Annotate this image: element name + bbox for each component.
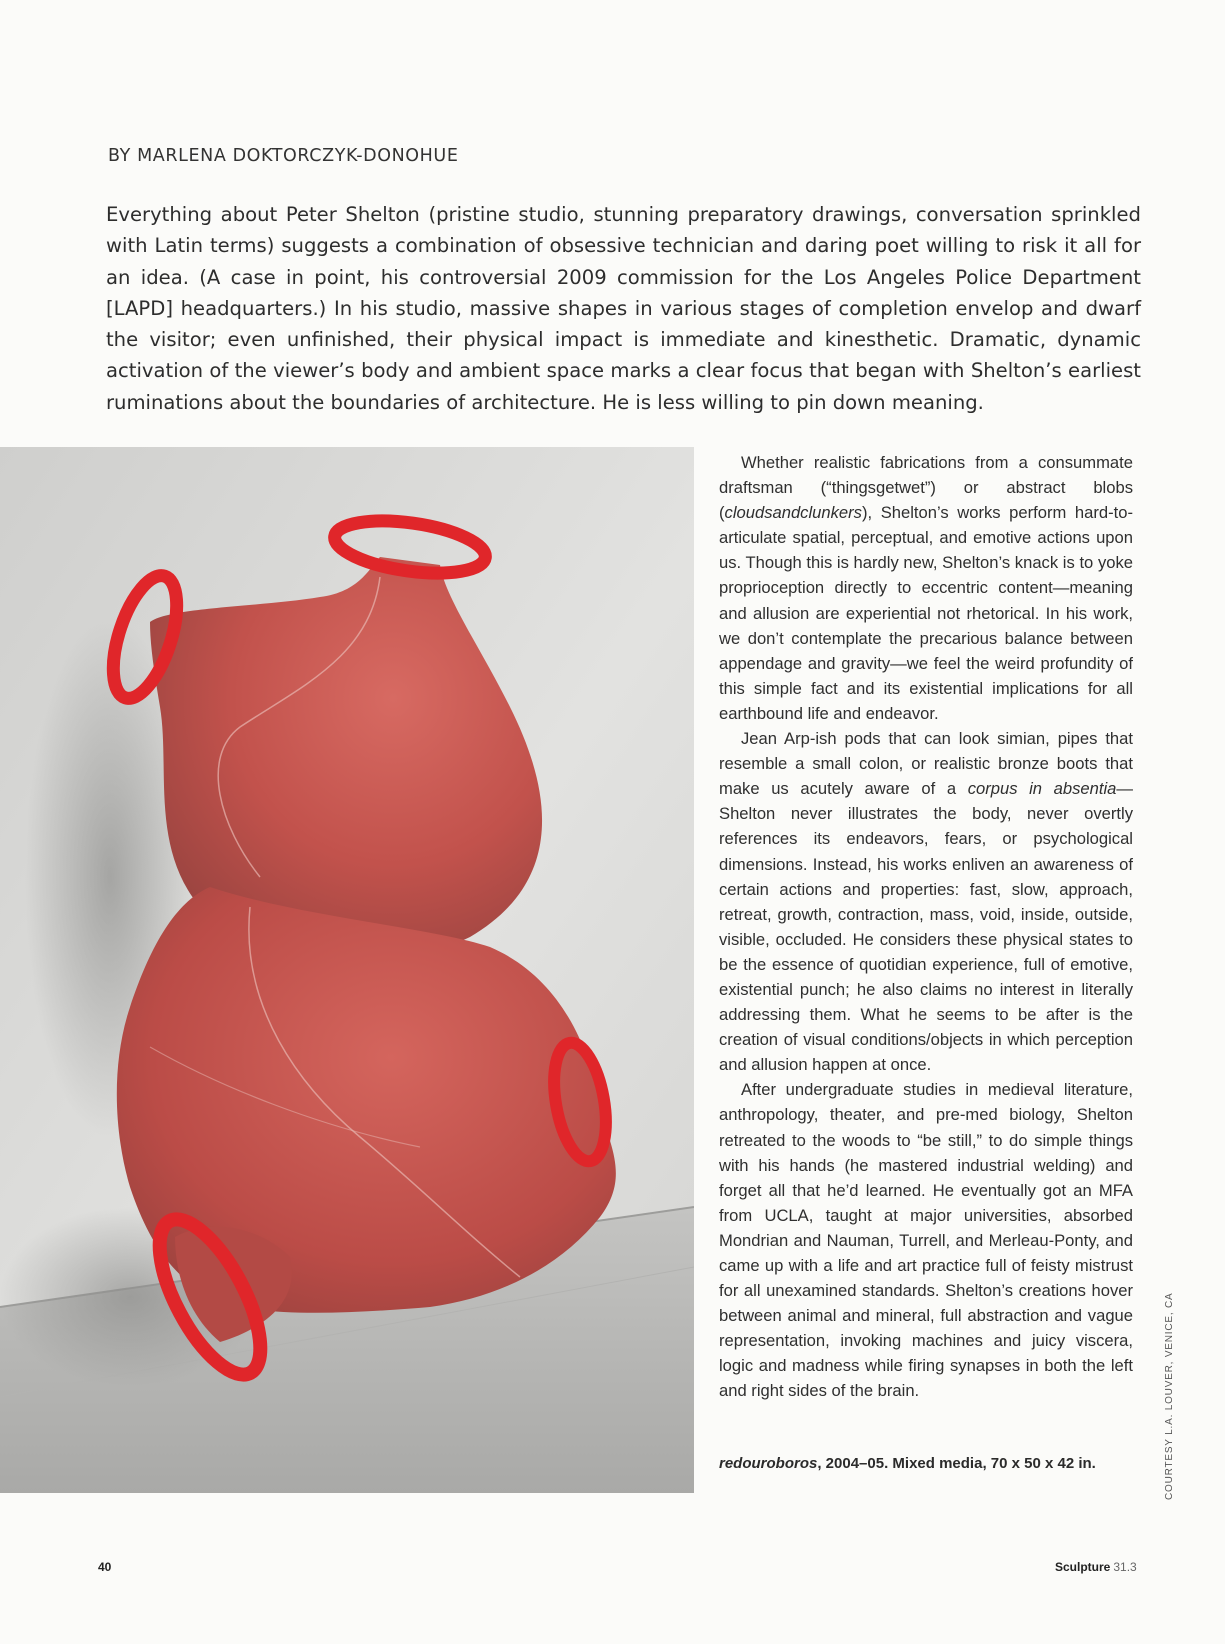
lead-paragraph: Everything about Peter Shelton (pristine studio, stunning preparatory drawings, conversation sprinkled with Latin terms) suggests a combination of obsessive technician and daring poet willing to risk it all for an idea. (A case in point, his controversial 2009 commission for the Los Angeles Police Department [LAPD] headquarters.) In his studio, massive shapes in various stages of completion envelop and dwarf the visitor; even unfinished, their physical impact is immediate and kinesthetic. Dramatic, dynamic activation of the viewer’s body and ambient space marks a clear focus that began with Shelton’s earliest ruminations about the boundaries of architecture. He is less willing to pin down meaning. [106,203,1141,414]
byline: BY MARLENA DOKTORCZYK-DONOHUE [108,146,459,166]
magazine-name: Sculpture [1055,1560,1111,1574]
issue-number: 31.3 [1113,1560,1137,1574]
photo-credit: COURTESY L.A. LOUVER, VENICE, CA [1164,1292,1175,1500]
caption-title: redouroboros [719,1455,818,1472]
sculpture-photo [0,447,694,1493]
magazine-folio [1055,1560,1137,1574]
caption-details: , 2004–05. Mixed media, 70 x 50 x 42 in. [817,1455,1096,1472]
body-paragraph-3: After undergraduate studies in medieval literature, anthropology, theater, and pre-med biology, Shelton retreated to the woods to “be still,” to do simple things with his hands (he mastered industrial welding) and forget all that he’d learned. He eventually got an MFA from UCLA, taught at major universities, absorbed Mondrian and Nauman, Turrell, and Merleau-Ponty, and came up with a life and art practice full of feisty mistrust for all unexamined standards. Shelton’s creations hover between animal and mineral, full abstraction and vague representation, invoking machines and juicy viscera, logic and madness while firing synapses in both the left and right sides of the brain. [719,1080,1133,1401]
body-paragraph-1: Whether realistic fabrications from a consummate draftsman (“thingsgetwet”) or abstract blobs (cloudsandclunkers), Shelton’s works perform hard-to-articulate spatial, perceptual, and emotive actions upon us. Though this is hardly new, Shelton’s knack is to yoke proprioception directly to eccentric content—meaning and allusion are experiential not rhetorical. In his work, we don’t contemplate the precarious balance between appendage and gravity—we feel the weird profundity of this simple fact and its existential implications for all earthbound life and endeavor. [719,453,1133,723]
image-caption [719,1455,1139,1472]
body-paragraph-2: Jean Arp-ish pods that can look simian, pipes that resemble a small colon, or realistic bronze boots that make us acutely aware of a corpus in absentia—Shelton never illustrates the body, never overtly references its endeavors, fears, or psychological dimensions. Instead, his works enliven an awareness of certain actions and properties: fast, slow, approach, retreat, growth, contraction, mass, void, inside, outside, visible, occluded. He considers these physical states to be the essence of quotidian experience, full of emotive, existential punch; he also claims no interest in literally addressing them. What he seems to be after is the creation of visual conditions/objects in which perception and allusion happen at once. [719,729,1133,1075]
body-column [719,450,1133,1404]
page-number: 40 [98,1560,112,1574]
